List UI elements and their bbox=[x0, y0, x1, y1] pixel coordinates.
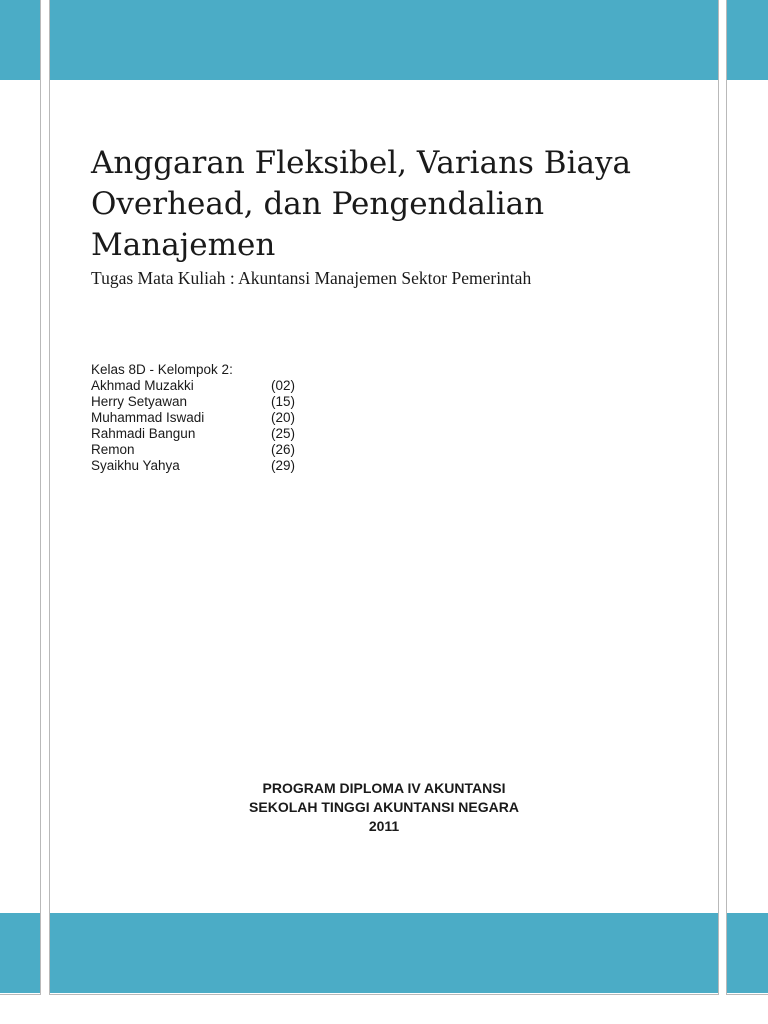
member-number: (29) bbox=[271, 458, 296, 473]
member-number: (15) bbox=[271, 394, 296, 409]
institution-name: SEKOLAH TINGGI AKUNTANSI NEGARA bbox=[249, 799, 519, 815]
member-row bbox=[91, 426, 295, 442]
member-name: Rahmadi Bangun bbox=[91, 426, 196, 441]
title-line: Overhead, dan Pengendalian bbox=[91, 186, 545, 222]
member-row bbox=[91, 442, 295, 458]
member-number: (20) bbox=[271, 410, 296, 425]
title-line: Anggaran Fleksibel, Varians Biaya bbox=[91, 145, 631, 181]
title-line: Manajemen bbox=[91, 227, 276, 263]
member-name: Remon bbox=[91, 442, 135, 457]
program-name: PROGRAM DIPLOMA IV AKUNTANSI bbox=[262, 780, 506, 796]
left-bottom-band bbox=[0, 913, 40, 993]
member-row bbox=[91, 410, 295, 426]
header-band bbox=[50, 0, 718, 80]
member-number: (25) bbox=[271, 426, 296, 441]
member-name: Akhmad Muzakki bbox=[91, 378, 194, 393]
group-members bbox=[91, 362, 295, 474]
member-number: (02) bbox=[271, 378, 296, 393]
left-page-frame bbox=[0, 0, 41, 995]
member-row bbox=[91, 458, 295, 474]
right-bottom-band bbox=[727, 913, 768, 993]
institution-footer bbox=[50, 779, 718, 836]
document-subtitle: Tugas Mata Kuliah : Akuntansi Manajemen Sektor Pemerintah bbox=[91, 268, 532, 288]
left-top-band bbox=[0, 0, 40, 80]
member-row bbox=[91, 394, 295, 410]
member-number: (26) bbox=[271, 442, 296, 457]
member-name: Muhammad Iswadi bbox=[91, 410, 205, 425]
right-top-band bbox=[727, 0, 768, 80]
document-title bbox=[91, 143, 651, 266]
year: 2011 bbox=[368, 818, 400, 834]
right-page-frame bbox=[726, 0, 768, 995]
group-label: Kelas 8D - Kelompok 2: bbox=[91, 362, 233, 377]
member-row bbox=[91, 378, 295, 394]
footer-band bbox=[50, 913, 718, 993]
member-name: Syaikhu Yahya bbox=[91, 458, 180, 473]
member-name: Herry Setyawan bbox=[91, 394, 188, 409]
